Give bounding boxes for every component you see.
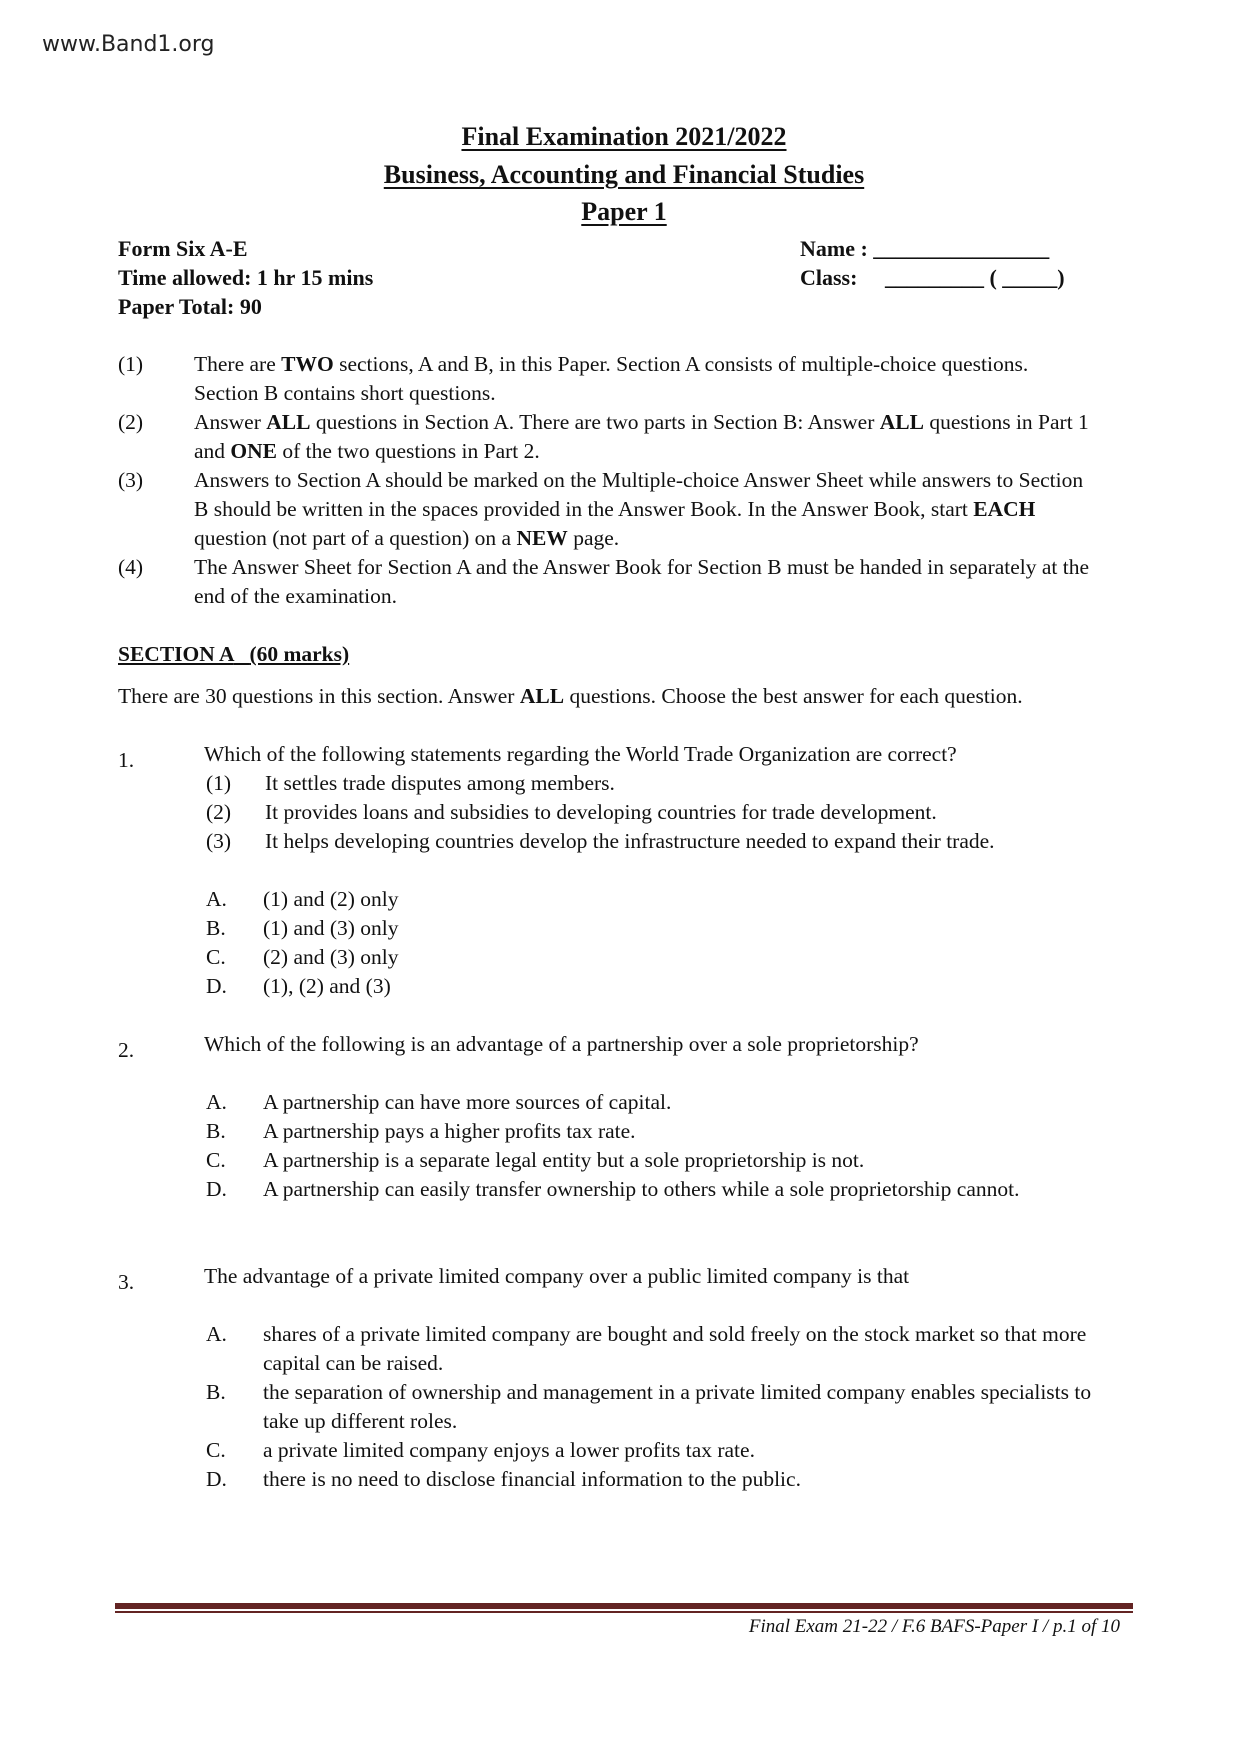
emphasis-text: NEW (516, 526, 568, 550)
instruction-number: (4) (118, 555, 144, 579)
option-text: A partnership is a separate legal entity but a sole proprietorship is not. (263, 1148, 865, 1172)
option-text: A partnership can have more sources of capital. (263, 1090, 672, 1114)
instruction-text (194, 350, 1098, 408)
option-a (206, 1320, 1118, 1378)
statement-number: (3) (206, 829, 232, 853)
option-text: A partnership pays a higher profits tax rate. (263, 1119, 636, 1143)
emphasis-text: ALL (266, 410, 311, 434)
text-segment: Answer (194, 410, 267, 434)
instruction-number: (3) (118, 468, 144, 492)
option-d (206, 1175, 1118, 1204)
instruction-number: (1) (118, 352, 144, 376)
text-segment: question (not part of a question) on a (194, 526, 517, 550)
option-text: (1) and (2) only (263, 887, 399, 911)
instruction-text (194, 553, 1098, 611)
option-letter: B. (206, 1119, 226, 1143)
instruction-item (118, 408, 1098, 466)
page-footer: Final Exam 21-22 / F.6 BAFS-Paper I / p.1 of 10 (748, 1616, 1120, 1637)
instruction-number: (2) (118, 410, 144, 434)
text-segment: page. (567, 526, 620, 550)
time-allowed: Time allowed: 1 hr 15 mins (118, 265, 374, 290)
instruction-text (194, 466, 1098, 553)
option-letter: D. (206, 1467, 227, 1491)
statement-number: (1) (206, 771, 232, 795)
question-number: 1. (118, 748, 135, 772)
instruction-item (118, 553, 1098, 611)
option-text: there is no need to disclose financial information to the public. (263, 1467, 801, 1491)
footer-rule (115, 1603, 1133, 1609)
statement (206, 769, 1118, 798)
option-text: A partnership can easily transfer ownership to others while a sole proprietorship cannot. (263, 1177, 1020, 1201)
text-segment: questions in Part 1 and (194, 410, 1089, 463)
emphasis-text: EACH (973, 497, 1036, 521)
statement-text: It settles trade disputes among members. (265, 771, 615, 795)
question-number: 3. (118, 1270, 135, 1294)
option-letter: B. (206, 1380, 226, 1404)
option-letter: D. (206, 974, 227, 998)
option-text: (2) and (3) only (263, 945, 399, 969)
instruction-item (118, 466, 1098, 553)
option-c (206, 1436, 1118, 1465)
option-letter: A. (206, 887, 227, 911)
watermark: www.Band1.org (42, 32, 215, 57)
option-text: (1), (2) and (3) (263, 974, 391, 998)
option-d (206, 1465, 1118, 1494)
section-a-title: SECTION A (118, 642, 234, 666)
question-text: Which of the following statements regarding the World Trade Organization are correct? (204, 742, 957, 766)
paper-total: Paper Total: 90 (118, 294, 262, 319)
option-letter: C. (206, 945, 226, 969)
option-letter: A. (206, 1090, 227, 1114)
text-segment: Answers to Section A should be marked on the Multiple-choice Answer Sheet while answers to Section B should be written in the spaces provided in the Answer Book. In the Answer Book, start (194, 468, 1084, 521)
option-a (206, 1088, 1118, 1117)
option-b (206, 1378, 1118, 1436)
subject-title: Business, Accounting and Financial Studies (383, 160, 865, 189)
option-letter: B. (206, 916, 226, 940)
option-a (206, 885, 1118, 914)
text-segment: questions in Section A. There are two parts in Section B: Answer (310, 410, 880, 434)
emphasis-text: ALL (519, 684, 565, 708)
question-text: The advantage of a private limited company over a public limited company is that (204, 1264, 910, 1288)
option-text: a private limited company enjoys a lower profits tax rate. (263, 1438, 755, 1462)
question-number: 2. (118, 1038, 135, 1062)
statement (206, 798, 1118, 827)
option-letter: D. (206, 1177, 227, 1201)
instruction-text (194, 408, 1098, 466)
option-d (206, 972, 1118, 1001)
option-c (206, 1146, 1118, 1175)
text-segment: There are 30 questions in this section. Answer (118, 684, 520, 708)
option-letter: C. (206, 1438, 226, 1462)
text-segment: questions. Choose the best answer for each question. (564, 684, 1023, 708)
instruction-item (118, 350, 1098, 408)
text-segment: of the two questions in Part 2. (277, 439, 540, 463)
question-1 (118, 740, 1118, 1001)
statement-number: (2) (206, 800, 232, 824)
option-text: the separation of ownership and management in a private limited company enables specialists to take up different roles. (263, 1380, 1092, 1433)
section-a-heading (118, 640, 349, 669)
emphasis-text: ONE (230, 439, 278, 463)
statement-text: It provides loans and subsidies to developing countries for trade development. (265, 800, 937, 824)
paper-title: Paper 1 (581, 197, 667, 226)
section-a-intro (118, 682, 1108, 711)
option-text: (1) and (3) only (263, 916, 399, 940)
option-b (206, 914, 1118, 943)
exam-title: Final Examination 2021/2022 (461, 122, 787, 151)
option-b (206, 1117, 1118, 1146)
question-3 (118, 1262, 1118, 1494)
emphasis-text: TWO (281, 352, 334, 376)
question-text: Which of the following is an advantage of a partnership over a sole proprietorship? (204, 1032, 919, 1056)
text-segment: There are (194, 352, 282, 376)
instructions (118, 350, 1098, 611)
statement-text: It helps developing countries develop the infrastructure needed to expand their trade. (265, 829, 995, 853)
form-label: Form Six A-E (118, 236, 248, 261)
option-text: shares of a private limited company are bought and sold freely on the stock market so that more capital can be raised. (263, 1322, 1087, 1375)
emphasis-text: ALL (879, 410, 924, 434)
question-2 (118, 1030, 1118, 1204)
text-segment: The Answer Sheet for Section A and the Answer Book for Section B must be handed in separately at the end of the examination. (194, 555, 1090, 608)
statement (206, 827, 1118, 856)
text-segment: sections, A and B, in this Paper. Section A consists of multiple-choice questions. Section B contains short questions. (194, 352, 1029, 405)
name-field: Name : ________________ (800, 236, 1050, 261)
option-letter: A. (206, 1322, 227, 1346)
class-field: Class: _________ ( _____) (800, 265, 1065, 290)
section-a-marks: (60 marks) (249, 642, 350, 666)
option-letter: C. (206, 1148, 226, 1172)
option-c (206, 943, 1118, 972)
